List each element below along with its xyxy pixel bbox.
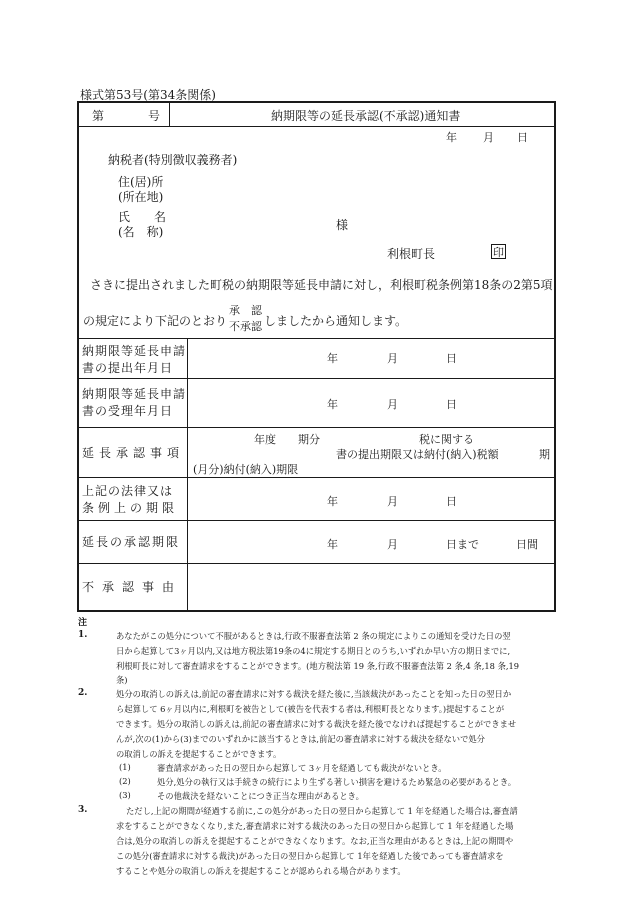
submit-year: 年	[327, 352, 338, 365]
header-divider	[78, 126, 556, 127]
note-2-line: ら起算して 6ヶ月以内に,利根町を被告として(被告を代表する者は,利根町長となります。)提起することが	[116, 704, 505, 714]
note-3-line: 求をすることができなくなり,また,審査請求に対する裁決のあった日の翌日から起算して 1 年を経過した場	[116, 821, 514, 831]
legal-month: 月	[387, 495, 398, 508]
sub-item-1-number: (1)	[119, 762, 131, 772]
sub-item-2: 処分,処分の執行又は手続きの続行により生ずる著しい損害を避けるため緊急の必要があるとき。	[157, 777, 517, 787]
period-month: 月	[387, 538, 398, 551]
period-until: 日まで	[446, 538, 479, 551]
notice-body-line2-suffix: しましたから通知します。	[264, 314, 408, 328]
option-approve: 承 認	[229, 304, 262, 317]
note-1-line: 日から起算して3ヶ月以内,又は地方税法第19条の4に規定する期日とのうち,いずれか早い方の期日までに,	[116, 646, 511, 656]
note-3-line: 合は,処分の取消しの訴えを提起することができなくなります。なお,正当な理由があるときは,上記の期間や	[116, 836, 514, 846]
note-1-number: 1.	[78, 630, 88, 640]
matter-month-deadline: (月分)納付(納入)期限	[193, 463, 299, 476]
receive-month: 月	[387, 398, 398, 411]
matter-tax: 税に関する	[419, 433, 474, 446]
legal-deadline-label	[82, 483, 178, 517]
note-2-line: できます。処分の取消しの訴えは,前記の審査請求に対する裁決を経た後でなければ提起することができませ	[116, 719, 517, 729]
table-row-line	[78, 520, 556, 521]
date-day: 日	[517, 131, 528, 144]
legal-deadline-label-line2: 条例上の期限	[82, 501, 179, 515]
sub-item-1: 審査請求があった日の翌日から起算して 3ヶ月を経過しても裁決がないとき。	[157, 763, 447, 773]
matter-term: 期分	[298, 433, 320, 446]
receive-date-label-line2: 書の受理年月日	[82, 404, 174, 418]
note-1-line: 利根町長に対して審査請求をすることができます。(地方税法第 19 条,行政不服審査法第 2 条,4 条,18 条,19	[116, 661, 520, 671]
note-2-line: の取消しの訴えを提起することができます。	[116, 749, 282, 759]
name-sublabel: (名 称)	[118, 225, 164, 239]
number-label: 第	[92, 109, 105, 123]
legal-year: 年	[327, 495, 338, 508]
document-title: 納期限等の延長承認(不承認)通知書	[271, 109, 461, 123]
matter-description: 書の提出期限又は納付(納入)税額	[336, 448, 499, 461]
disapproval-reason-label: 不承認事由	[82, 580, 183, 594]
date-year: 年	[446, 131, 457, 144]
seal-mark: 印	[493, 246, 504, 259]
notice-body-line1: さきに提出されました町税の納期限等延長申請に対し，利根町税条例第18条の2第5項	[90, 278, 553, 292]
matter-fiscal-year: 年度	[254, 433, 276, 446]
table-row-line	[78, 427, 556, 428]
sub-item-3-number: (3)	[119, 790, 131, 800]
submit-date-label-line1: 納期限等延長申請	[82, 344, 187, 358]
notes-heading: 注	[78, 618, 88, 628]
sub-item-3: その他裁決を経ないことにつき正当な理由があるとき。	[157, 791, 364, 801]
note-1-line: あなたがこの処分について不服があるときは,行政不服審査法第 2 条の規定によりこの通知を受けた日の翌	[116, 631, 511, 641]
note-3-line: この処分(審査請求に対する裁決)があった日の翌日から起算して 1年を経過した後であっても審査請求を	[116, 851, 504, 861]
name-label: 氏 名	[118, 210, 167, 224]
submit-date-label	[82, 343, 186, 377]
legal-day: 日	[446, 495, 457, 508]
note-3-line: することや処分の取消しの訴えを提起することが認められる場合があります。	[116, 866, 406, 876]
receive-date-label	[82, 386, 186, 420]
table-row-line	[78, 477, 556, 478]
receive-day: 日	[446, 398, 457, 411]
note-3-line: ただし,上記の期間が経過する前に,この処分があった日の翌日から起算して 1 年を経過した場合は,審査請	[126, 806, 518, 816]
submit-day: 日	[446, 352, 457, 365]
note-1-line: 条)	[116, 675, 128, 685]
honorific-sama: 様	[336, 218, 349, 232]
note-2-line: んが,次の(1)から(3)までのいずれかに該当するときは,前記の審査請求に対する裁決を経ないで処分	[116, 734, 485, 744]
date-month: 月	[483, 131, 494, 144]
submit-date-label-line2: 書の提出年月日	[82, 361, 174, 375]
matter-term2: 期	[539, 448, 550, 461]
taxpayer-heading: 納税者(特別徴収義務者)	[108, 153, 238, 167]
approval-period-label: 延長の承認期限	[82, 535, 181, 549]
issuer-name: 利根町長	[387, 247, 436, 261]
table-row-line	[78, 378, 556, 379]
number-suffix: 号	[148, 109, 161, 123]
note-3-number: 3.	[78, 805, 88, 815]
submit-month: 月	[387, 352, 398, 365]
extension-matter-label: 延長承認事項	[82, 446, 185, 460]
table-top-line	[78, 338, 556, 339]
address-label: 住(居)所	[118, 175, 164, 189]
sub-item-2-number: (2)	[119, 776, 131, 786]
period-year: 年	[327, 538, 338, 551]
option-disapprove: 不承認	[229, 320, 262, 333]
period-days: 日間	[516, 538, 538, 551]
receive-date-label-line1: 納期限等延長申請	[82, 387, 187, 401]
address-sublabel: (所在地)	[118, 190, 164, 204]
note-2-number: 2.	[78, 688, 88, 698]
table-row-line	[78, 563, 556, 564]
header-column-divider	[169, 102, 170, 126]
receive-year: 年	[327, 398, 338, 411]
form-number-label: 様式第53号(第34条関係)	[80, 88, 216, 102]
legal-deadline-label-line1: 上記の法律又は	[82, 484, 174, 498]
notice-body-line2-prefix: の規定により下記のとおり	[83, 314, 228, 328]
note-2-line: 処分の取消しの訴えは,前記の審査請求に対する裁決を経た後に,当該裁決があったことを知った日の翌日か	[116, 689, 512, 699]
